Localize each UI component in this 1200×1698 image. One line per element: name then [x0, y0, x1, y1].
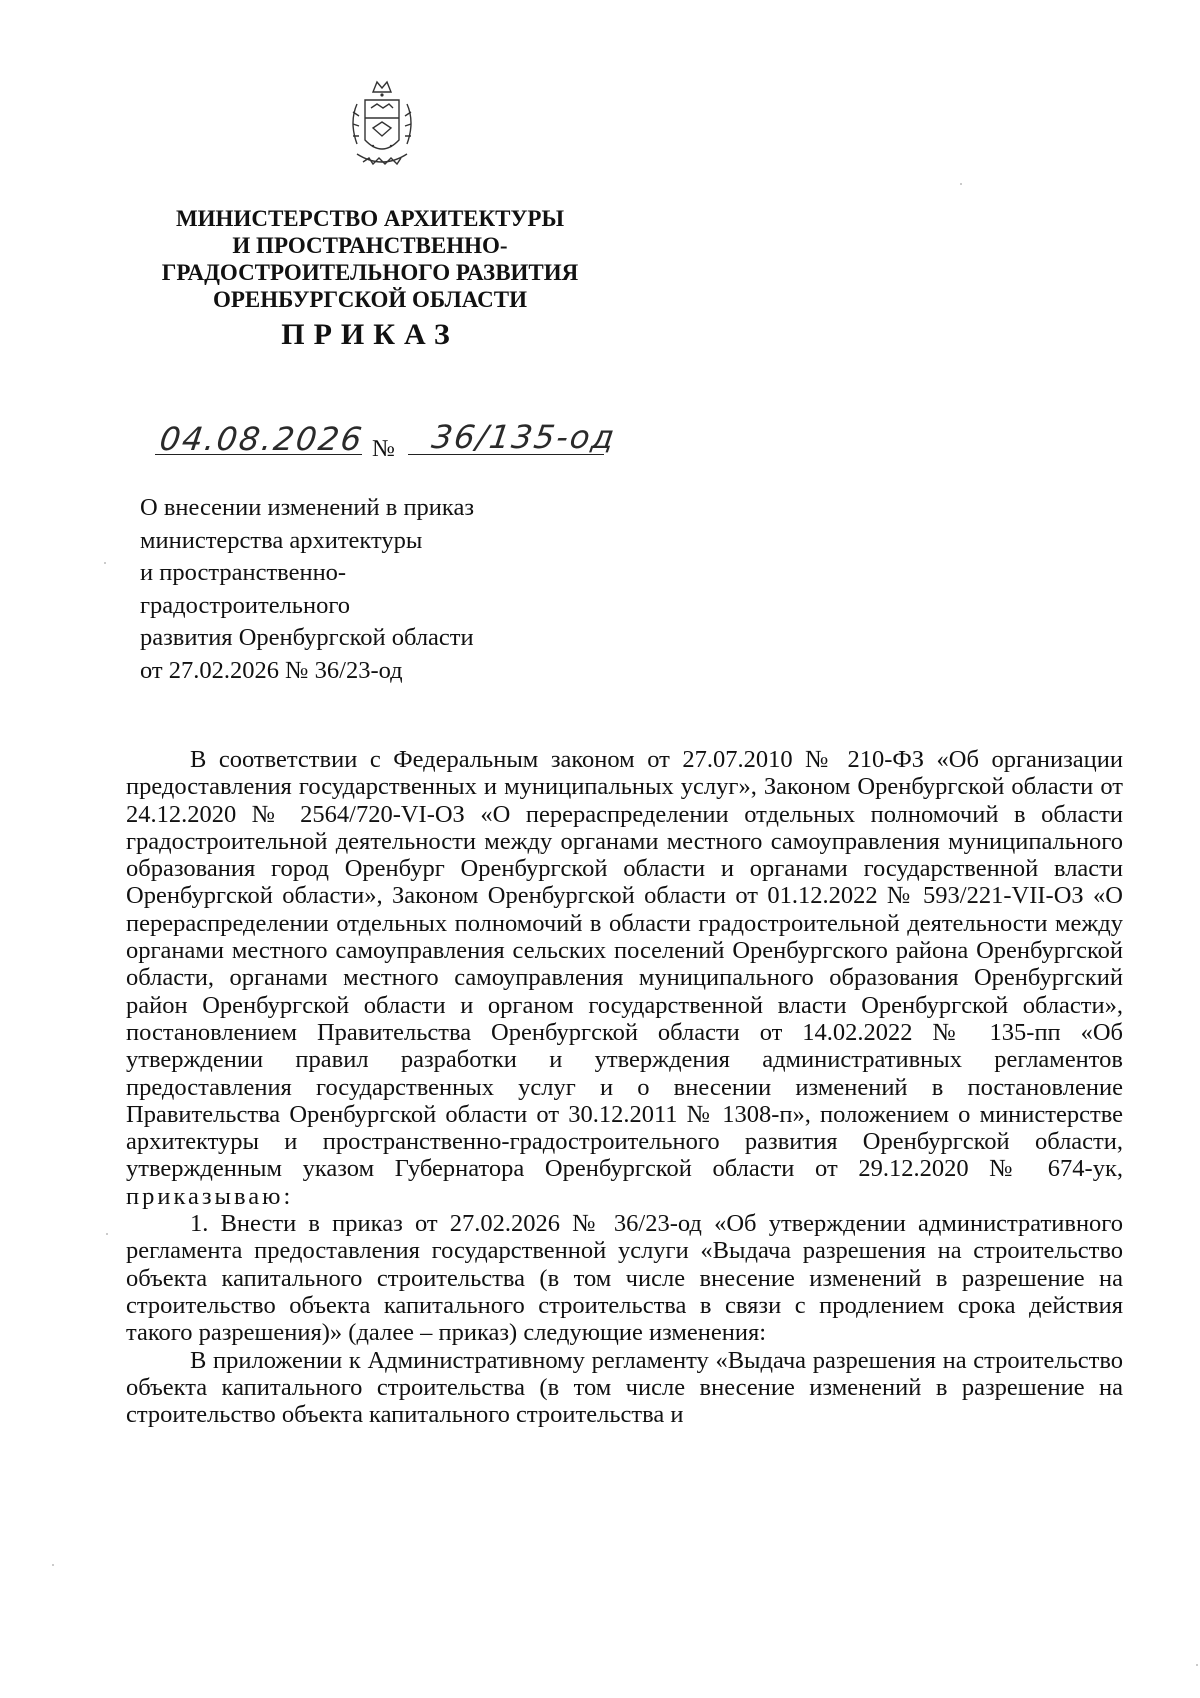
document-type-title: ПРИКАЗ: [281, 318, 459, 351]
subject-line: от 27.02.2026 № 36/23-од: [140, 656, 403, 684]
order-word: приказываю:: [126, 1182, 294, 1210]
subject-line: О внесении изменений в приказ: [140, 494, 475, 521]
ministry-header: [150, 205, 590, 313]
scan-speck: [106, 1233, 108, 1235]
subject-line: развития Оренбургской области: [140, 624, 474, 651]
item-1-paragraph: 1. Внести в приказ от 27.02.2026 № 36/23-од «Об утверждении административного регламента предоставления государственной услуги «Выдача разрешения на строительство объекта капитального строительства (в том числе внесение изменений в разрешение на строительство объекта капитального строительства в связи с продлением срока действия такого разрешения)» (далее – приказ) следующие изменения:: [126, 1210, 1123, 1347]
item-2-paragraph: В приложении к Административному регламенту «Выдача разрешения на строительство объекта капитального строительства (в том числе внесение изменений в разрешение на строительство объекта капитального строительства и: [126, 1346, 1123, 1429]
subject-line: градостроительного: [140, 591, 351, 619]
subject-line: и пространственно-: [140, 559, 347, 586]
handwritten-date: 04.08.2026: [157, 420, 366, 458]
scan-speck: [960, 183, 962, 185]
preamble-text: В соответствии с Федеральным законом от 27.07.2010 № 210-ФЗ «Об организации предоставления государственных и муниципальных услуг», Законом Оренбургской области от 24.12.2020 № 2564/720-VI-ОЗ «О перераспределении отдельных полномочий в области градостроительной деятельности между органами местного самоуправления муниципального образования город Оренбург Оренбургской области и органами государственной власти Оренбургской области», Законом Оренбургской области от 01.12.2022 № 593/221-VII-ОЗ «О перераспределении отдельных полномочий в области градостроительной деятельности между органами местного самоуправления сельских поселений Оренбургского района Оренбургской области, органами местного самоуправления муниципального образования Оренбургский район Оренбургской области и органом государственной власти Оренбургской области», постановлением Правительства Оренбургской области от 14.02.2022 № 135-пп «Об утверждении правил разработки и утверждения административных регламентов предоставления государственных услуг и о внесении изменений в постановление Правительства Оренбургской области от 30.12.2011 № 1308-п», положением о министерстве архитектуры и пространственно-градостроительного развития Оренбургской области, утвержденным указом Губернатора Оренбургской области от 29.12.2020 № 674-ук,: [126, 746, 1123, 1183]
preamble-paragraph: [126, 746, 1123, 1210]
scan-speck: [52, 1564, 54, 1566]
scan-speck: [104, 562, 106, 564]
handwritten-number: 36/135-од: [429, 418, 619, 456]
scan-speck: [1196, 1664, 1198, 1666]
order-subject: [140, 492, 570, 687]
coat-of-arms-emblem: [343, 78, 421, 178]
ministry-header-line: И ПРОСТРАНСТВЕННО-: [232, 233, 508, 258]
subject-line: министерства архитектуры: [140, 526, 423, 554]
ministry-header-line: МИНИСТЕРСТВО АРХИТЕКТУРЫ: [175, 206, 565, 231]
ministry-header-line: ГРАДОСТРОИТЕЛЬНОГО РАЗВИТИЯ: [161, 260, 579, 285]
number-sign: №: [372, 436, 395, 462]
ministry-header-line: ОРЕНБУРГСКОЙ ОБЛАСТИ: [212, 287, 528, 312]
order-body: [126, 746, 1123, 1428]
